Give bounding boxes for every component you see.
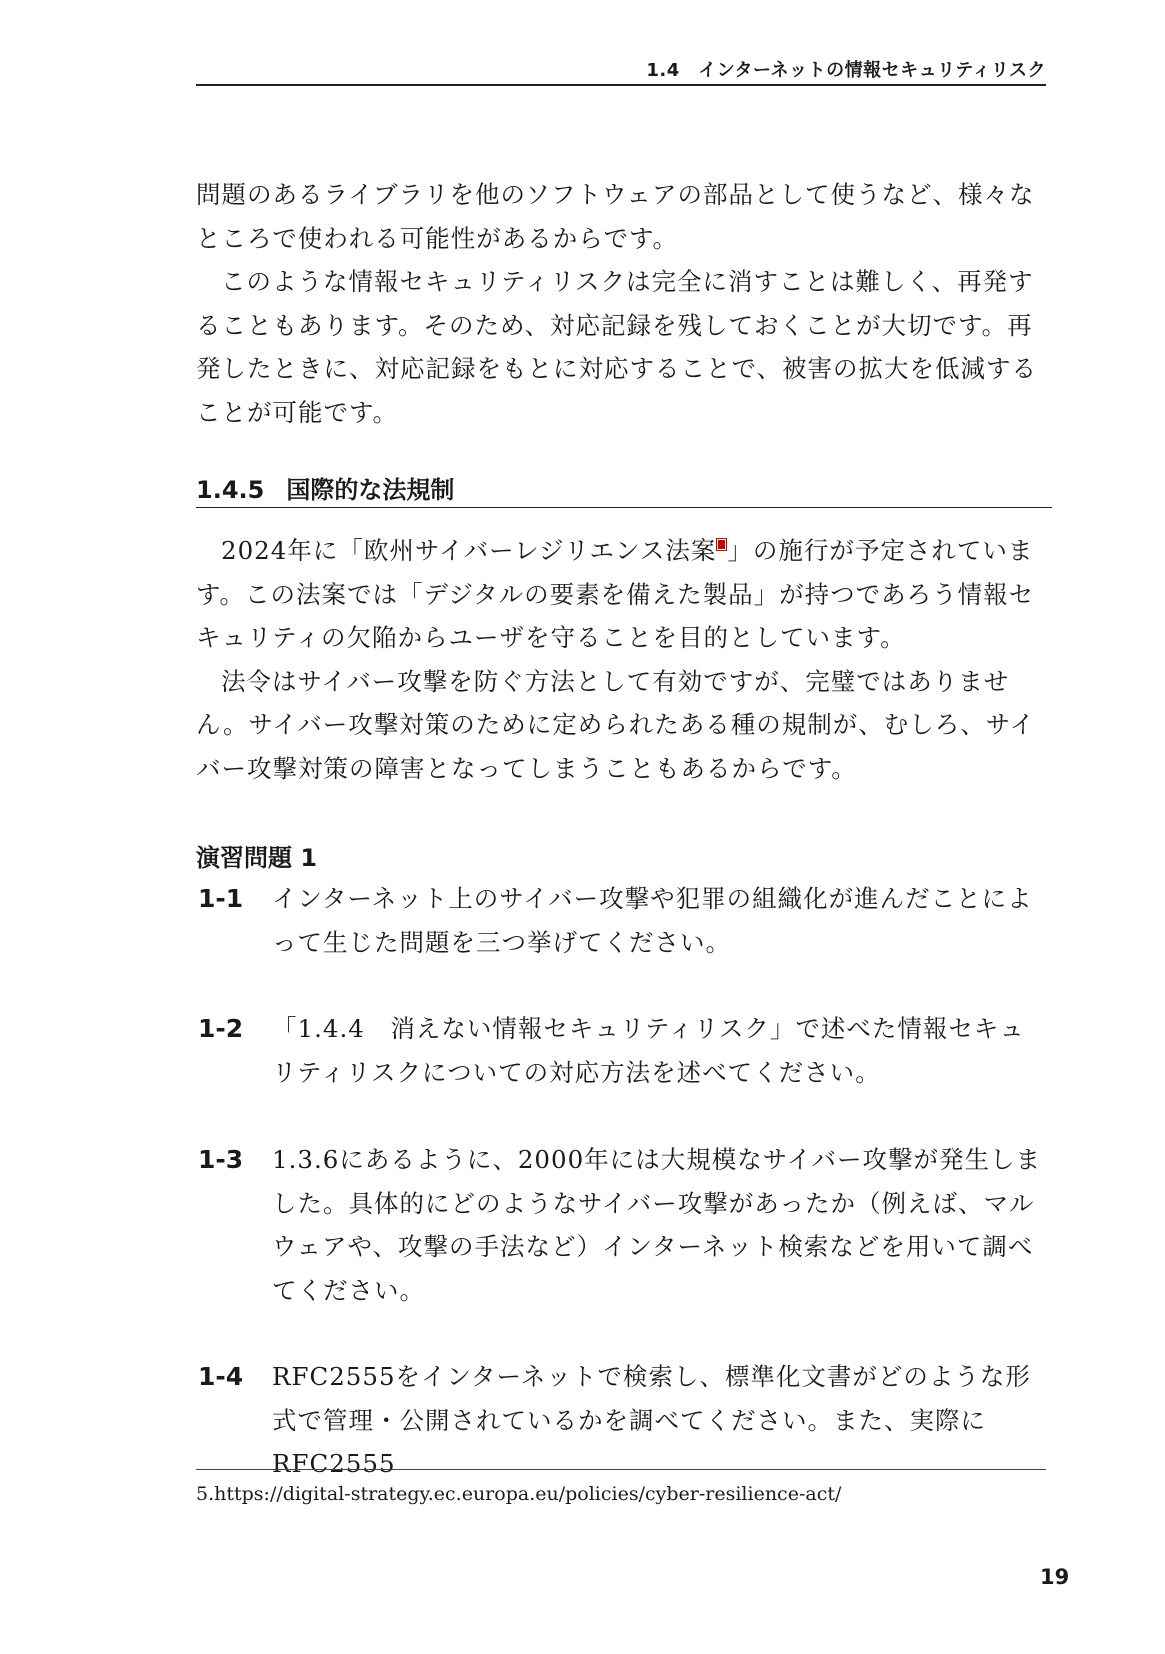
intro-paragraph-2: このような情報セキュリティリスクは完全に消すことは難しく、再発することもあります。そのため、対応記録を残しておくことが大切です。再発したときに、対応記録をもとに対応することで、被害の拡大を低減することが可能です。	[196, 267, 1038, 427]
section-text	[196, 529, 1046, 790]
section-paragraph-1-after: 」の施行が予定されています。この法案では「デジタルの要素を備えた製品」が持つであろう情報セキュリティの欠陥からユーザを守ることを目的としています。	[196, 536, 1035, 652]
exercise-number: 1-1	[198, 884, 244, 913]
exercise-item	[196, 877, 1046, 964]
section-heading	[196, 470, 1052, 508]
exercise-item	[196, 1138, 1046, 1312]
exercises-heading: 演習問題 1	[196, 844, 318, 872]
exercise-number: 1-2	[198, 1014, 244, 1043]
exercise-text: 「1.4.4 消えない情報セキュリティリスク」で述べた情報セキュリティリスクについての対応方法を述べてください。	[272, 1014, 1025, 1087]
exercise-text: RFC2555をインターネットで検索し、標準化文書がどのような形式で管理・公開されているかを調べてください。また、実際にRFC2555	[272, 1362, 1031, 1478]
section-title: 国際的な法規制	[286, 476, 455, 504]
exercise-text: 1.3.6にあるように、2000年には大規模なサイバー攻撃が発生しました。具体的にどのようなサイバー攻撃があったか（例えば、マルウェアや、攻撃の手法など）インターネット検索などを用いて調べてください。	[272, 1145, 1041, 1305]
exercise-item	[196, 1355, 1046, 1486]
footnote-marker[interactable]	[717, 539, 726, 550]
running-header: 1.4 インターネットの情報セキュリティリスク	[196, 56, 1046, 86]
exercise-number: 1-4	[198, 1362, 244, 1391]
intro-text	[196, 173, 1046, 434]
section-paragraph-2: 法令はサイバー攻撃を防ぐ方法として有効ですが、完璧ではありません。サイバー攻撃対策のために定められたある種の規制が、むしろ、サイバー攻撃対策の障害となってしまうこともあるからです。	[196, 666, 1036, 783]
section-number: 1.4.5	[196, 476, 265, 504]
exercise-number: 1-3	[198, 1145, 244, 1174]
intro-paragraph-1: 問題のあるライブラリを他のソフトウェアの部品として使うなど、様々なところで使われる可能性があるからです。	[196, 180, 1035, 253]
footnote: 5.https://digital-strategy.ec.europa.eu/policies/cyber-resilience-act/	[196, 1483, 842, 1505]
page-number: 19	[1040, 1565, 1070, 1589]
section-paragraph-1	[196, 529, 1046, 660]
exercise-item	[196, 1007, 1046, 1094]
footnote-divider	[196, 1469, 1046, 1470]
section-paragraph-1-before: 2024年に「欧州サイバーレジリエンス法案	[221, 536, 717, 565]
exercise-text: インターネット上のサイバー攻撃や犯罪の組織化が進んだことによって生じた問題を三つ挙げてください。	[272, 884, 1033, 957]
